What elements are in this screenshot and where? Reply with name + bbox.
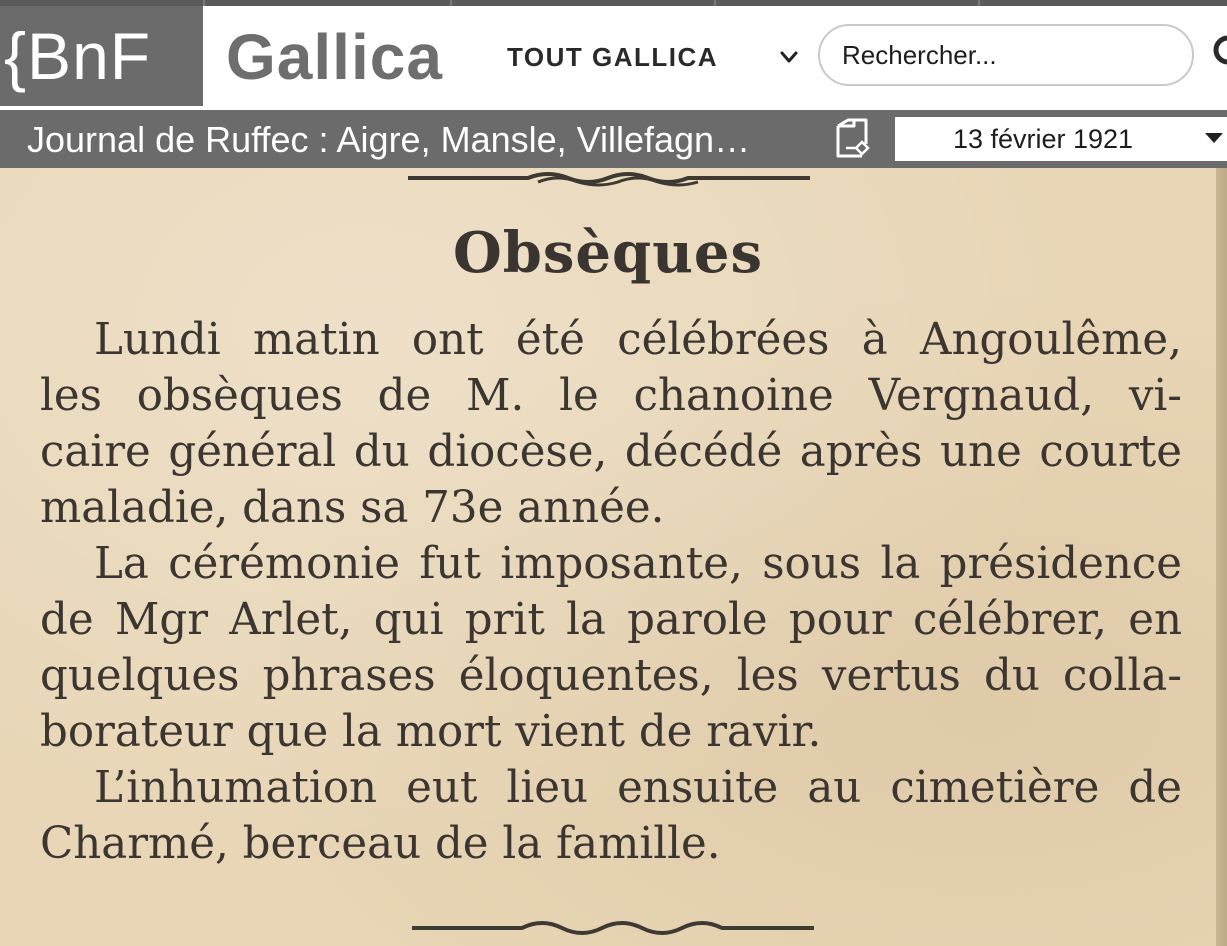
article-line: L’inhumation eut lieu ensuite au cimetière de xyxy=(94,763,1182,813)
site-header xyxy=(0,6,1227,108)
page-edge xyxy=(1216,168,1227,946)
article-line: Lundi matin ont été célébrées à Angoulême, xyxy=(94,315,1182,365)
article-line: La cérémonie fut imposante, sous la présidence xyxy=(94,539,1182,589)
article-line: quelques phrases éloquentes, les vertus du colla- xyxy=(40,651,1182,701)
document-bar xyxy=(0,110,1227,168)
ornament-bottom xyxy=(412,912,814,942)
caret-down-icon[interactable] xyxy=(1205,133,1223,143)
search-input[interactable] xyxy=(818,24,1194,86)
article-title: Obsèques xyxy=(452,220,764,286)
article-line: borateur que la mort vient de ravir. xyxy=(40,707,822,757)
article-line: maladie, dans sa 73e année. xyxy=(40,483,665,533)
search-icon[interactable] xyxy=(1208,32,1227,76)
chevron-down-icon[interactable] xyxy=(778,46,800,68)
document-note-icon[interactable] xyxy=(832,118,872,160)
gallica-logo[interactable]: Gallica xyxy=(226,21,443,93)
ornament-top xyxy=(408,168,810,190)
search-scope-select[interactable]: TOUT GALLICA xyxy=(507,42,719,72)
article-line: caire général du diocèse, décédé après une courte xyxy=(40,427,1182,477)
document-title: Journal de Ruffec : Aigre, Mansle, Villefagn… xyxy=(27,119,751,160)
article-body xyxy=(40,312,1182,872)
bnf-logo[interactable]: {BnF xyxy=(0,6,203,106)
issue-date: 13 février 1921 xyxy=(952,124,1134,154)
article-line: Charmé, berceau de la famille. xyxy=(40,819,721,869)
scanned-page xyxy=(0,168,1227,946)
article-line: les obsèques de M. le chanoine Vergnaud, vi- xyxy=(40,371,1182,421)
issue-date-select[interactable] xyxy=(895,117,1227,161)
article-line: de Mgr Arlet, qui prit la parole pour célébrer, en xyxy=(40,595,1182,645)
